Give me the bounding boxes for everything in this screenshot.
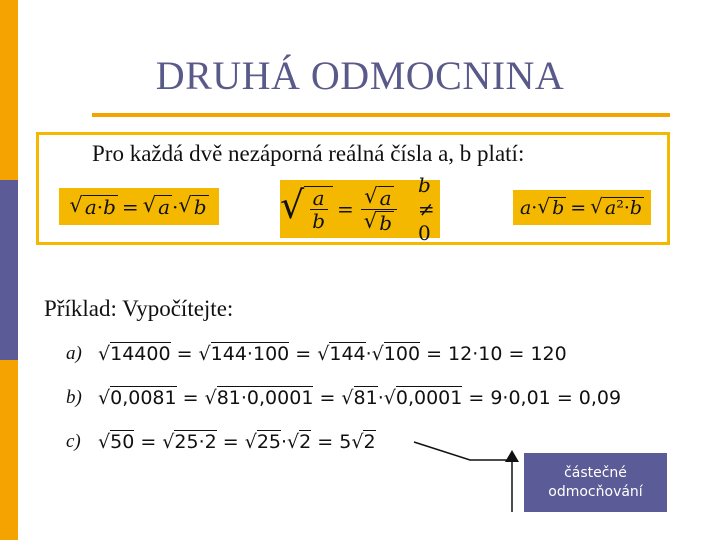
rule-statement: Pro každá dvě nezáporná reálná čísla a, b platí: <box>92 141 525 166</box>
partial-root-formula: a· √ b = √ a²·b <box>513 190 651 225</box>
quotient-rule-formula: √ $\frac{a}{b}$ = √ a √ b b ≠ 0 <box>280 180 440 238</box>
example-label: a) <box>66 343 82 364</box>
product-rule-formula: √ a·b = √ a · √ b <box>59 188 219 225</box>
example-row-c: c) √50 = √25·2 = √25·√2 = 5√2 <box>66 431 376 453</box>
example-title: Příklad: Vypočítejte: <box>44 296 234 321</box>
example-row-b: b) √0,0081 = √81·0,0001 = √81·√0,0001 = 9·0,01 = 0,09 <box>66 387 622 409</box>
slide-title: DRUHÁ ODMOCNINA <box>155 53 565 98</box>
example-label: c) <box>66 431 81 452</box>
note-line-1: částečné <box>564 464 627 481</box>
example-label: b) <box>66 387 82 408</box>
partial-root-note <box>524 453 667 512</box>
note-line-2: odmocňování <box>548 483 643 500</box>
condition-text: b ≠ 0 <box>418 173 435 245</box>
example-row-a: a) √14400 = √144·100 = √144·√100 = 12·10 = 120 <box>66 343 567 365</box>
